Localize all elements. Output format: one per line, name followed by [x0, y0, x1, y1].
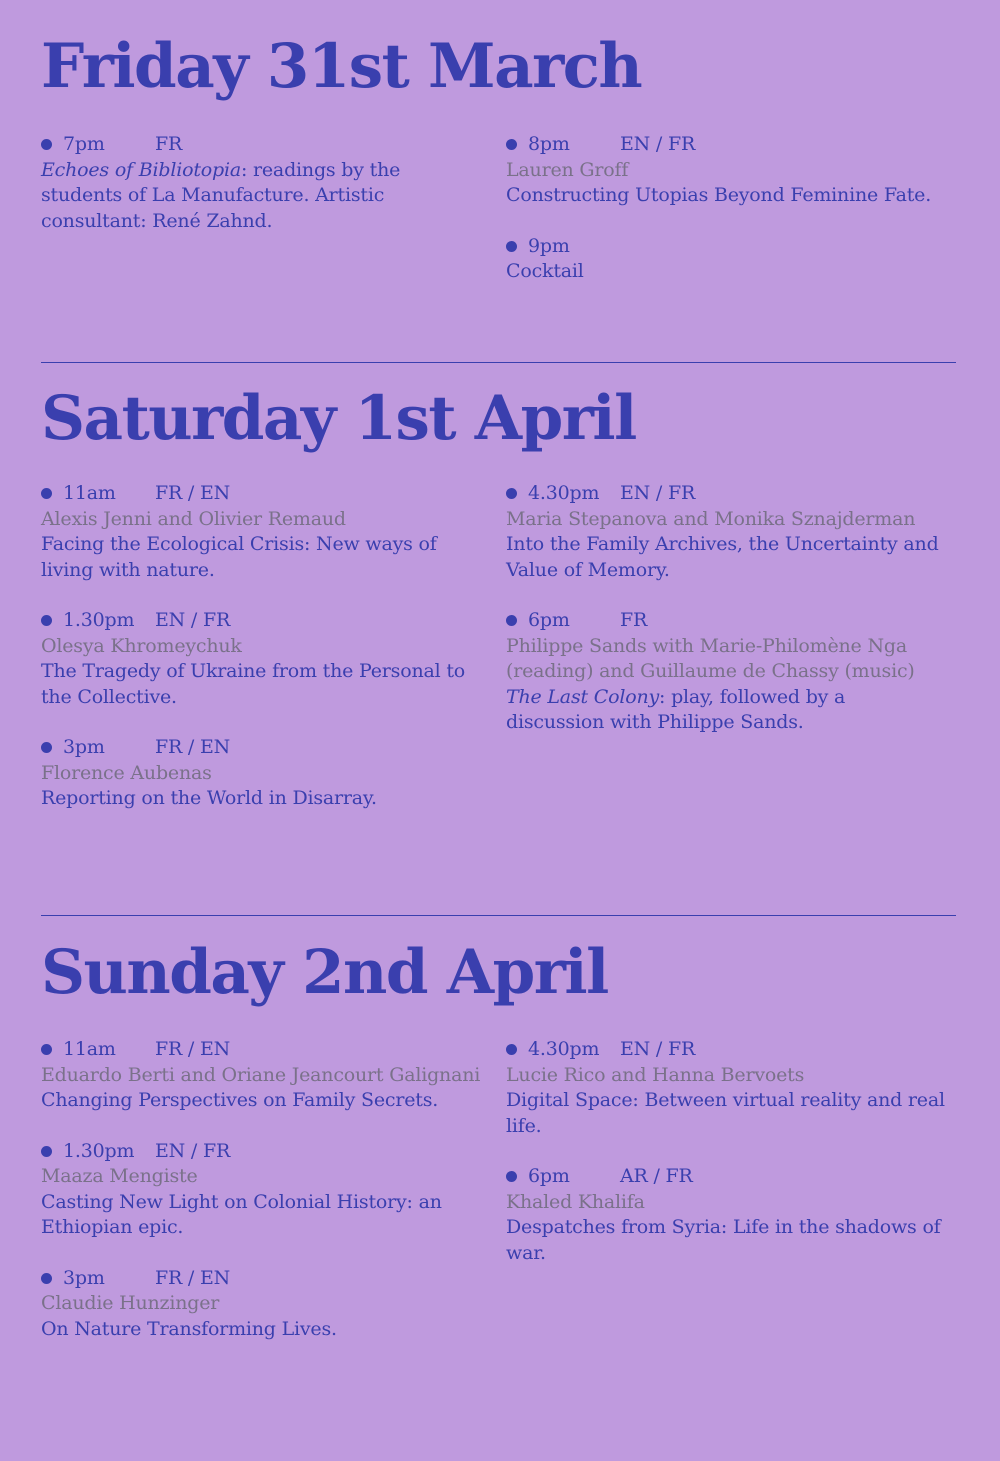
event-language: EN / FR	[620, 1038, 696, 1060]
event-speaker: Olesya Khromeychuk	[41, 634, 242, 657]
event-title-text: : play, followed by a discussion with Philippe Sands.	[506, 685, 846, 733]
event-title-text: : readings by the students of La Manufacture. Artistic consultant: René Zahnd.	[41, 158, 401, 232]
event-title	[506, 685, 946, 736]
event-meta	[506, 132, 946, 158]
event-time: 1.30pm	[63, 1139, 135, 1162]
event-meta	[506, 234, 946, 260]
day-title: Sunday 2nd April	[41, 937, 608, 1008]
event-language: EN / FR	[620, 133, 696, 155]
event-time: 4.30pm	[528, 1038, 600, 1060]
bullet-dot-icon	[506, 241, 517, 252]
day-friday	[41, 31, 956, 102]
event-time: 3pm	[63, 1266, 105, 1289]
bullet-dot-icon	[506, 488, 517, 499]
event-time: 4.30pm	[528, 482, 600, 504]
bullet-dot-icon	[41, 1044, 52, 1055]
event-title	[41, 1317, 481, 1343]
event-title-text: Cocktail	[506, 260, 584, 282]
bullet-dot-icon	[41, 615, 52, 626]
event-item	[506, 234, 946, 285]
event-speaker: Florence Aubenas	[41, 761, 212, 784]
event-title	[41, 1190, 481, 1241]
event-title	[41, 158, 481, 235]
event-meta	[41, 1037, 481, 1063]
event-item	[506, 132, 946, 209]
event-meta	[506, 608, 946, 634]
event-time: 3pm	[63, 736, 105, 758]
event-title	[506, 259, 946, 285]
event-speaker: Claudie Hunzinger	[41, 1292, 220, 1314]
event-item	[41, 132, 481, 234]
event-title-text: Despatches from Syria: Life in the shadows of war.	[506, 1216, 941, 1264]
bullet-dot-icon	[41, 1273, 52, 1284]
bullet-dot-icon	[41, 488, 52, 499]
event-speaker: Eduardo Berti and Oriane Jeancourt Galignani	[41, 1063, 481, 1086]
event-time: 11am	[63, 482, 116, 504]
event-speaker: Khaled Khalifa	[506, 1190, 645, 1213]
event-title-text: Casting New Light on Colonial History: an Ethiopian epic.	[41, 1190, 442, 1238]
bullet-dot-icon	[506, 139, 517, 150]
event-meta	[41, 481, 481, 507]
bullet-dot-icon	[506, 1044, 517, 1055]
day-title: Saturday 1st April	[41, 383, 636, 454]
event-title	[506, 1088, 946, 1139]
event-language: FR / EN	[155, 1266, 231, 1289]
event-speaker: Maria Stepanova and Monika Sznajderman	[506, 507, 916, 530]
bullet-dot-icon	[506, 615, 517, 626]
event-title	[41, 659, 481, 710]
event-item	[41, 481, 481, 583]
divider	[41, 362, 956, 363]
event-meta	[506, 1037, 946, 1063]
event-meta	[506, 481, 946, 507]
event-meta	[41, 1266, 481, 1292]
event-title-text: Changing Perspectives on Family Secrets.	[41, 1089, 439, 1111]
event-item	[41, 1037, 481, 1114]
event-time: 8pm	[528, 133, 570, 155]
day-saturday-left-column	[41, 481, 481, 812]
event-item	[506, 481, 946, 583]
bullet-dot-icon	[41, 139, 52, 150]
day-saturday-right-column	[506, 481, 946, 736]
bullet-dot-icon	[41, 742, 52, 753]
event-speaker: Lauren Groff	[506, 158, 629, 181]
day-sunday-left-column	[41, 1037, 481, 1342]
event-language: EN / FR	[155, 1139, 231, 1162]
event-language: FR / EN	[155, 482, 231, 504]
event-time: 1.30pm	[63, 609, 135, 631]
event-speaker: Alexis Jenni and Olivier Remaud	[41, 507, 346, 530]
event-language: EN / FR	[620, 482, 696, 504]
event-language: FR / EN	[155, 1038, 231, 1060]
event-speaker: Lucie Rico and Hanna Bervoets	[506, 1063, 805, 1086]
event-meta	[41, 735, 481, 761]
event-title-text: Facing the Ecological Crisis: New ways of living with nature.	[41, 533, 437, 581]
event-meta	[41, 1139, 481, 1165]
event-time: 7pm	[63, 133, 105, 155]
event-title-italic: The Last Colony	[506, 685, 660, 708]
event-speaker: Maaza Mengiste	[41, 1165, 198, 1187]
event-time: 11am	[63, 1038, 116, 1060]
event-meta	[41, 608, 481, 634]
event-title-text: Into the Family Archives, the Uncertainty and Value of Memory.	[506, 533, 939, 581]
event-title	[506, 183, 946, 209]
event-meta	[41, 132, 481, 158]
event-language: FR	[620, 609, 648, 631]
event-time: 6pm	[528, 609, 570, 631]
bullet-dot-icon	[41, 1146, 52, 1157]
event-item	[506, 608, 946, 736]
event-title	[41, 532, 481, 583]
day-friday-left-column	[41, 132, 481, 234]
event-item	[41, 1266, 481, 1343]
event-language: EN / FR	[155, 609, 231, 631]
event-title-text: Constructing Utopias Beyond Feminine Fate.	[506, 184, 932, 206]
event-title	[506, 532, 946, 583]
event-language: AR / FR	[620, 1165, 693, 1187]
event-title	[41, 786, 481, 812]
day-saturday	[41, 383, 956, 454]
event-title-text: Reporting on the World in Disarray.	[41, 787, 377, 809]
day-sunday	[41, 937, 956, 1008]
event-item	[41, 1139, 481, 1241]
event-item	[41, 608, 481, 710]
event-speaker: Philippe Sands with Marie-Philomène Nga (reading) and Guillaume de Chassy (music)	[506, 634, 915, 682]
event-language: FR / EN	[155, 736, 231, 758]
event-time: 9pm	[528, 234, 570, 257]
event-title-text: Digital Space: Between virtual reality and real life.	[506, 1089, 945, 1137]
event-title	[506, 1215, 946, 1266]
day-friday-right-column	[506, 132, 946, 285]
bullet-dot-icon	[506, 1171, 517, 1182]
day-title: Friday 31st March	[41, 31, 642, 102]
event-title-italic: Echoes of Bibliotopia	[41, 158, 241, 181]
event-item	[41, 735, 481, 812]
event-item	[506, 1037, 946, 1139]
event-item	[506, 1164, 946, 1266]
event-language: FR	[155, 133, 183, 155]
divider	[41, 915, 956, 916]
event-time: 6pm	[528, 1165, 570, 1187]
event-meta	[506, 1164, 946, 1190]
event-title-text: The Tragedy of Ukraine from the Personal to the Collective.	[41, 660, 466, 708]
event-title	[41, 1088, 481, 1114]
day-sunday-right-column	[506, 1037, 946, 1266]
event-title-text: On Nature Transforming Lives.	[41, 1317, 337, 1340]
